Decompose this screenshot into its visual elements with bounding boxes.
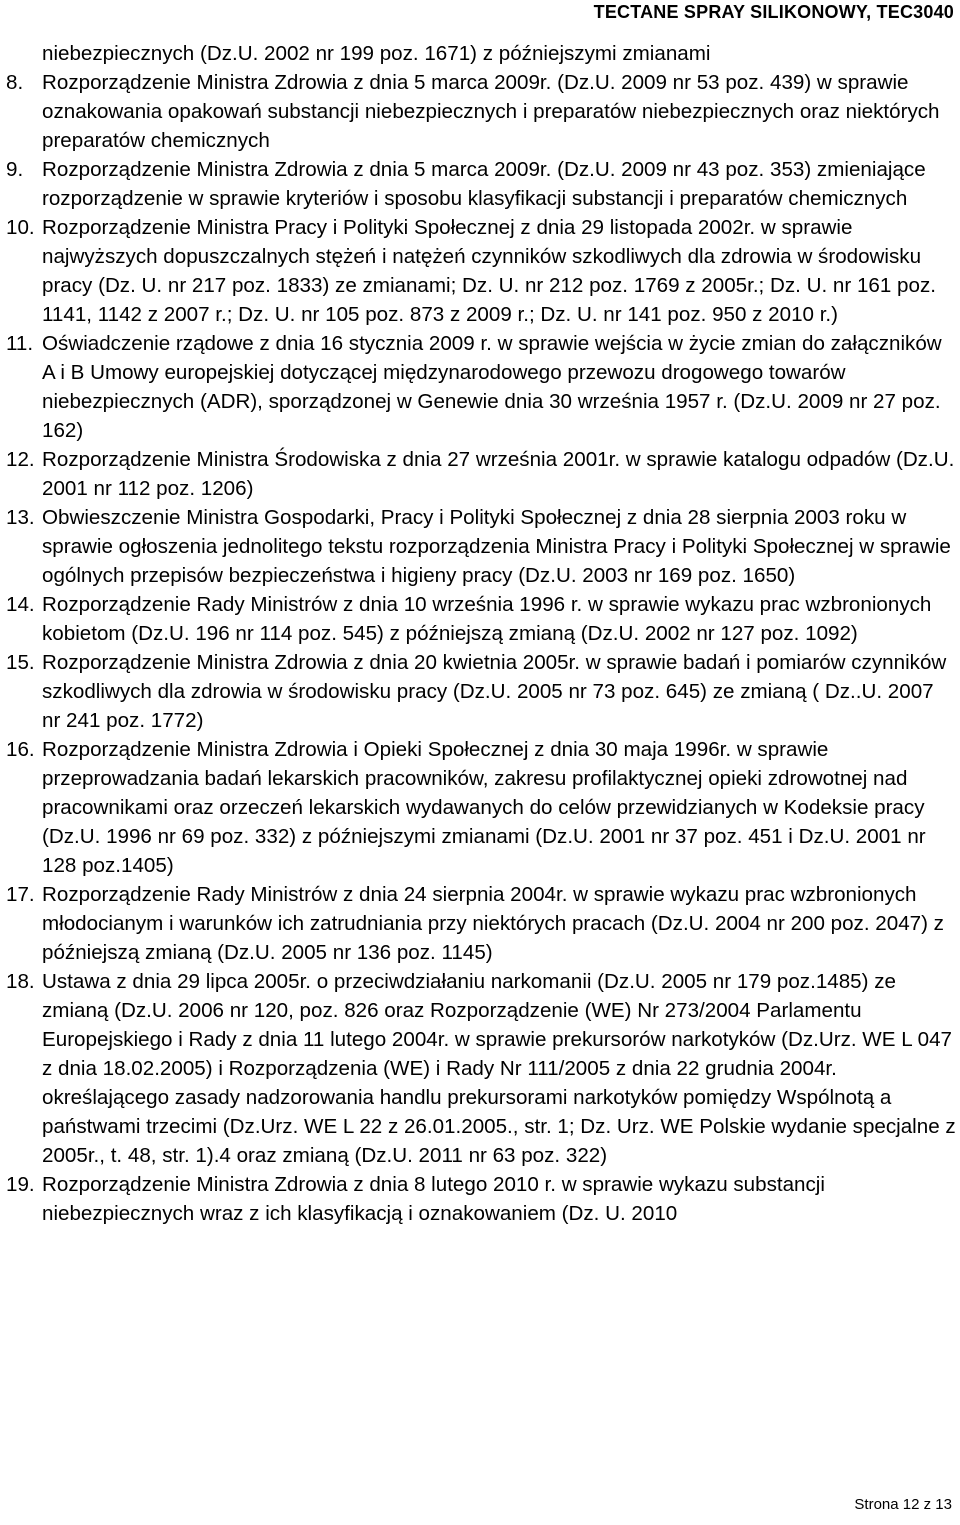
list-item-number: 9. — [6, 158, 24, 181]
document-body — [6, 39, 956, 1228]
page-number: Strona 12 z 13 — [854, 1496, 952, 1513]
list-item-number: 11. — [6, 332, 34, 355]
list-item-text: Ustawa z dnia 29 lipca 2005r. o przeciwdziałaniu narkomanii (Dz.U. 2005 nr 179 poz.1485) ze zmianą (Dz.U. 2006 nr 120, poz. 826 oraz Rozporządzenie (WE) Nr 273/2004 Parlamentu Europejskiego i Rady z dnia 11 lutego 2004r. w sprawie prekursorów narkotyków (Dz.Urz. WE L 047 z dnia 18.02.2005) i Rozporządzenia (WE) i Rady Nr 111/2005 z dnia 22 grudnia 2004r. określającego zasady nadzorowania handlu prekursorami narkotyków pomiędzy Wspólnotą a państwami trzecimi (Dz.Urz. WE L 22 z 26.01.2005., str. 1; Dz. Urz. WE Polskie wydanie specjalne z 2005r., t. 48, str. 1).4 oraz zmianą (Dz.U. 2011 nr 63 poz. 322) — [42, 970, 956, 1167]
legal-reference-list — [6, 68, 956, 1228]
list-item-text: Oświadczenie rządowe z dnia 16 stycznia 2009 r. w sprawie wejścia w życie zmian do załączników A i B Umowy europejskiej dotyczącej międzynarodowego przewozu drogowego towarów niebezpiecznych (ADR), sporządzonej w Genewie dnia 30 września 1957 r. (Dz.U. 2009 nr 27 poz. 162) — [42, 332, 942, 442]
list-item-text: Rozporządzenie Ministra Zdrowia z dnia 5 marca 2009r. (Dz.U. 2009 nr 53 poz. 439) w sprawie oznakowania opakowań substancji niebezpiecznych i preparatów niebezpiecznych oraz niektórych preparatów chemicznych — [42, 71, 940, 152]
list-item — [6, 155, 956, 213]
list-item-text: Rozporządzenie Rady Ministrów z dnia 24 sierpnia 2004r. w sprawie wykazu prac wzbronionych młodocianym i warunków ich zatrudniania przy niektórych pracach (Dz.U. 2004 nr 200 poz. 2047) z późniejszą zmianą (Dz.U. 2005 nr 136 poz. 1145) — [42, 883, 944, 964]
continued-text: niebezpiecznych (Dz.U. 2002 nr 199 poz. 1671) z późniejszymi zmianami — [42, 42, 711, 65]
list-item-number: 17. — [6, 883, 35, 906]
list-item — [6, 329, 956, 445]
list-item-number: 8. — [6, 71, 24, 94]
list-item — [6, 213, 956, 329]
list-item — [6, 648, 956, 735]
list-item-number: 13. — [6, 506, 35, 529]
list-item — [6, 68, 956, 155]
list-item-number: 18. — [6, 970, 35, 993]
list-item-number: 16. — [6, 738, 35, 761]
list-item — [6, 1170, 956, 1228]
list-item — [6, 590, 956, 648]
list-item-number: 15. — [6, 651, 35, 674]
list-item — [6, 445, 956, 503]
list-item-number: 19. — [6, 1173, 35, 1196]
list-item — [6, 880, 956, 967]
list-item — [6, 967, 956, 1170]
list-item-text: Rozporządzenie Ministra Zdrowia i Opieki Społecznej z dnia 30 maja 1996r. w sprawie przeprowadzania badań lekarskich pracowników, zakresu profilaktycznej opieki zdrowotnej nad pracownikami oraz orzeczeń lekarskich wydawanych do celów przewidzianych w Kodeksie pracy (Dz.U. 1996 nr 69 poz. 332) z późniejszymi zmianami (Dz.U. 2001 nr 37 poz. 451 i Dz.U. 2001 nr 128 poz.1405) — [42, 738, 926, 877]
list-item-text: Obwieszczenie Ministra Gospodarki, Pracy i Polityki Społecznej z dnia 28 sierpnia 2003 roku w sprawie ogłoszenia jednolitego tekstu rozporządzenia Ministra Pracy i Polityki Społecznej w sprawie ogólnych przepisów bezpieczeństwa i higieny pracy (Dz.U. 2003 nr 169 poz. 1650) — [42, 506, 951, 587]
list-item-text: Rozporządzenie Ministra Pracy i Polityki Społecznej z dnia 29 listopada 2002r. w sprawie najwyższych dopuszczalnych stężeń i natężeń czynników szkodliwych dla zdrowia w środowisku pracy (Dz. U. nr 217 poz. 1833) ze zmianami; Dz. U. nr 212 poz. 1769 z 2005r.; Dz. U. nr 161 poz. 1141, 1142 z 2007 r.; Dz. U. nr 105 poz. 873 z 2009 r.; Dz. U. nr 141 poz. 950 z 2010 r.) — [42, 216, 936, 326]
list-item-text: Rozporządzenie Ministra Środowiska z dnia 27 września 2001r. w sprawie katalogu odpadów (Dz.U. 2001 nr 112 poz. 1206) — [42, 448, 955, 500]
document-header-title: TECTANE SPRAY SILIKONOWY, TEC3040 — [593, 2, 954, 22]
list-item-text: Rozporządzenie Ministra Zdrowia z dnia 20 kwietnia 2005r. w sprawie badań i pomiarów czynników szkodliwych dla zdrowia w środowisku pracy (Dz.U. 2005 nr 73 poz. 645) ze zmianą ( Dz..U. 2007 nr 241 poz. 1772) — [42, 651, 947, 732]
list-item-number: 12. — [6, 448, 35, 471]
list-item-number: 10. — [6, 216, 35, 239]
list-item-text: Rozporządzenie Ministra Zdrowia z dnia 5 marca 2009r. (Dz.U. 2009 nr 43 poz. 353) zmieniające rozporządzenie w sprawie kryteriów i sposobu klasyfikacji substancji i preparatów chemicznych — [42, 158, 926, 210]
list-item — [6, 503, 956, 590]
list-item-number: 14. — [6, 593, 35, 616]
list-item — [6, 735, 956, 880]
list-item-text: Rozporządzenie Rady Ministrów z dnia 10 września 1996 r. w sprawie wykazu prac wzbronionych kobietom (Dz.U. 196 nr 114 poz. 545) z późniejszą zmianą (Dz.U. 2002 nr 127 poz. 1092) — [42, 593, 932, 645]
list-item-text: Rozporządzenie Ministra Zdrowia z dnia 8 lutego 2010 r. w sprawie wykazu substancji niebezpiecznych wraz z ich klasyfikacją i oznakowaniem (Dz. U. 2010 — [42, 1173, 825, 1225]
